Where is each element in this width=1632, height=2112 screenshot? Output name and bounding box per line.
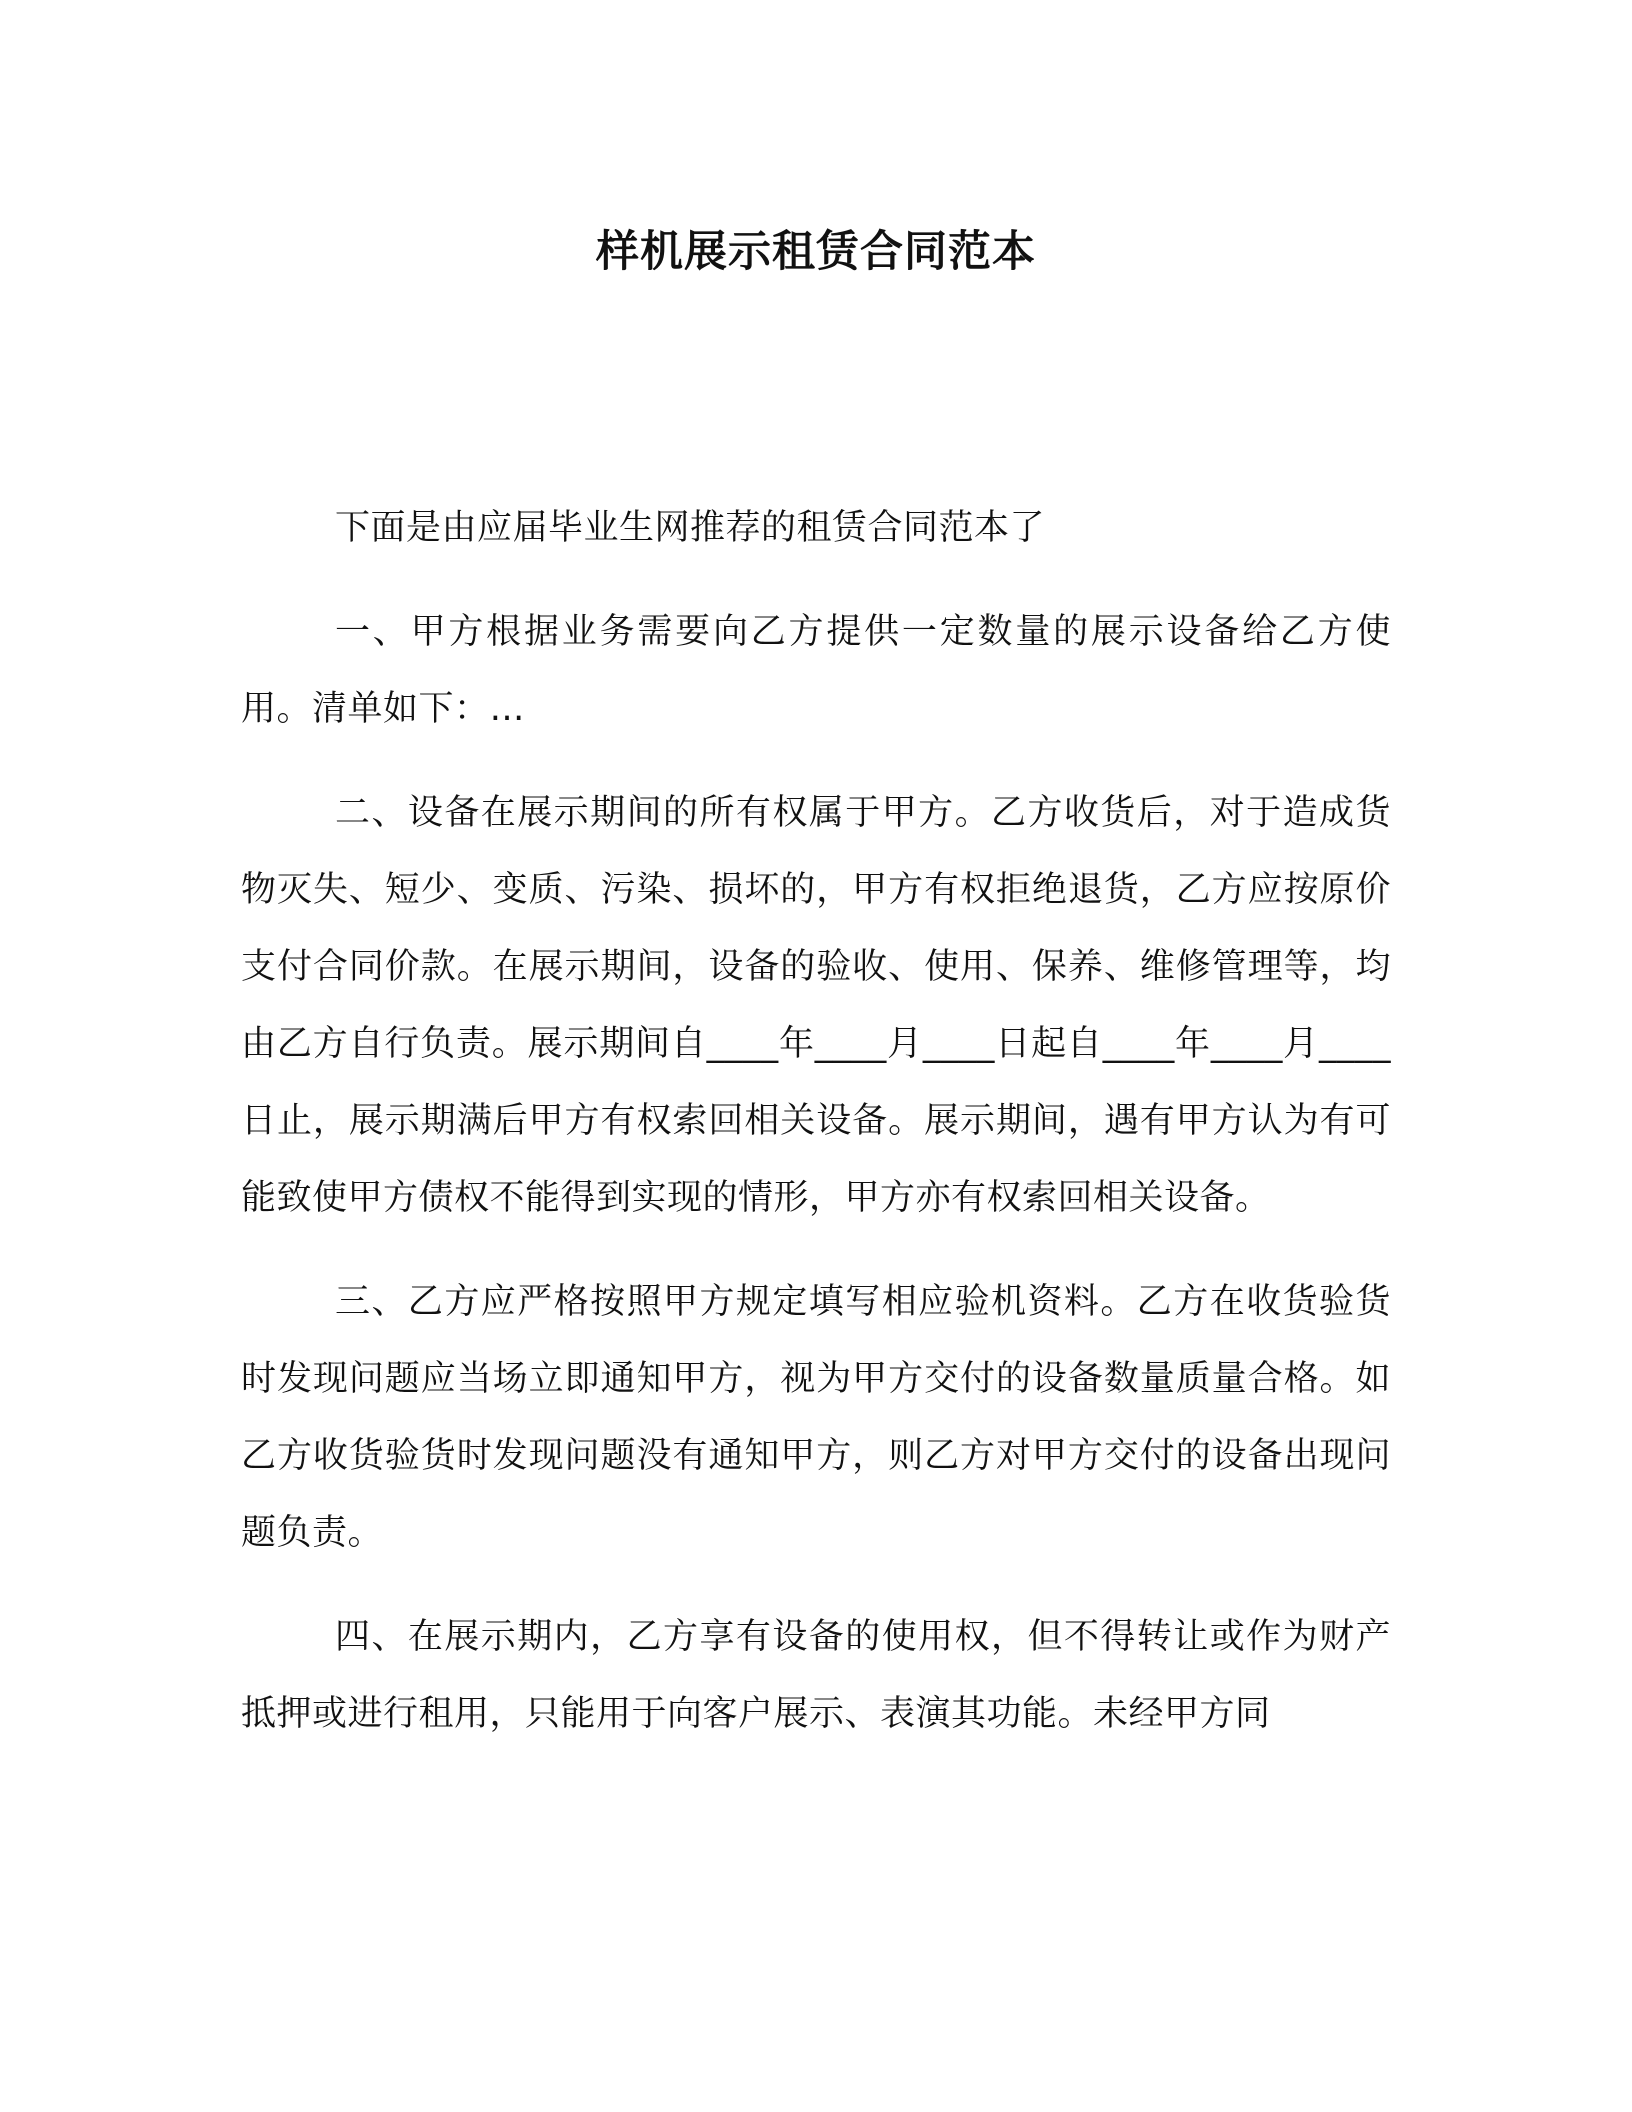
clause-3-paragraph: 三、乙方应严格按照甲方规定填写相应验机资料。乙方在收货验货时发现问题应当场立即通知甲方，视为甲方交付的设备数量质量合格。如乙方收货验货时发现问题没有通知甲方，则乙方对甲方交付的设备出现问题负责。	[241, 1282, 1391, 1553]
clause-2-paragraph: 二、设备在展示期间的所有权属于甲方。乙方收货后，对于造成货物灭失、短少、变质、污染、损坏的，甲方有权拒绝退货，乙方应按原价支付合同价款。在展示期间，设备的验收、使用、保养、维修管理等，均由乙方自行负责。展示期间自____年____月____日起自____年____月____日止，展示期满后甲方有权索回相关设备。展示期间，遇有甲方认为有可能致使甲方债权不能得到实现的情形，甲方亦有权索回相关设备。	[241, 793, 1391, 1218]
document-body	[241, 490, 1391, 1780]
document-title: 样机展示租赁合同范本	[596, 227, 1036, 277]
intro-paragraph: 下面是由应届毕业生网推荐的租赁合同范本了	[335, 508, 1046, 548]
clause-1-paragraph: 一、甲方根据业务需要向乙方提供一定数量的展示设备给乙方使用。清单如下：…	[241, 612, 1391, 729]
clause-4-paragraph: 四、在展示期内，乙方享有设备的使用权，但不得转让或作为财产抵押或进行租用，只能用于向客户展示、表演其功能。未经甲方同	[241, 1617, 1391, 1734]
